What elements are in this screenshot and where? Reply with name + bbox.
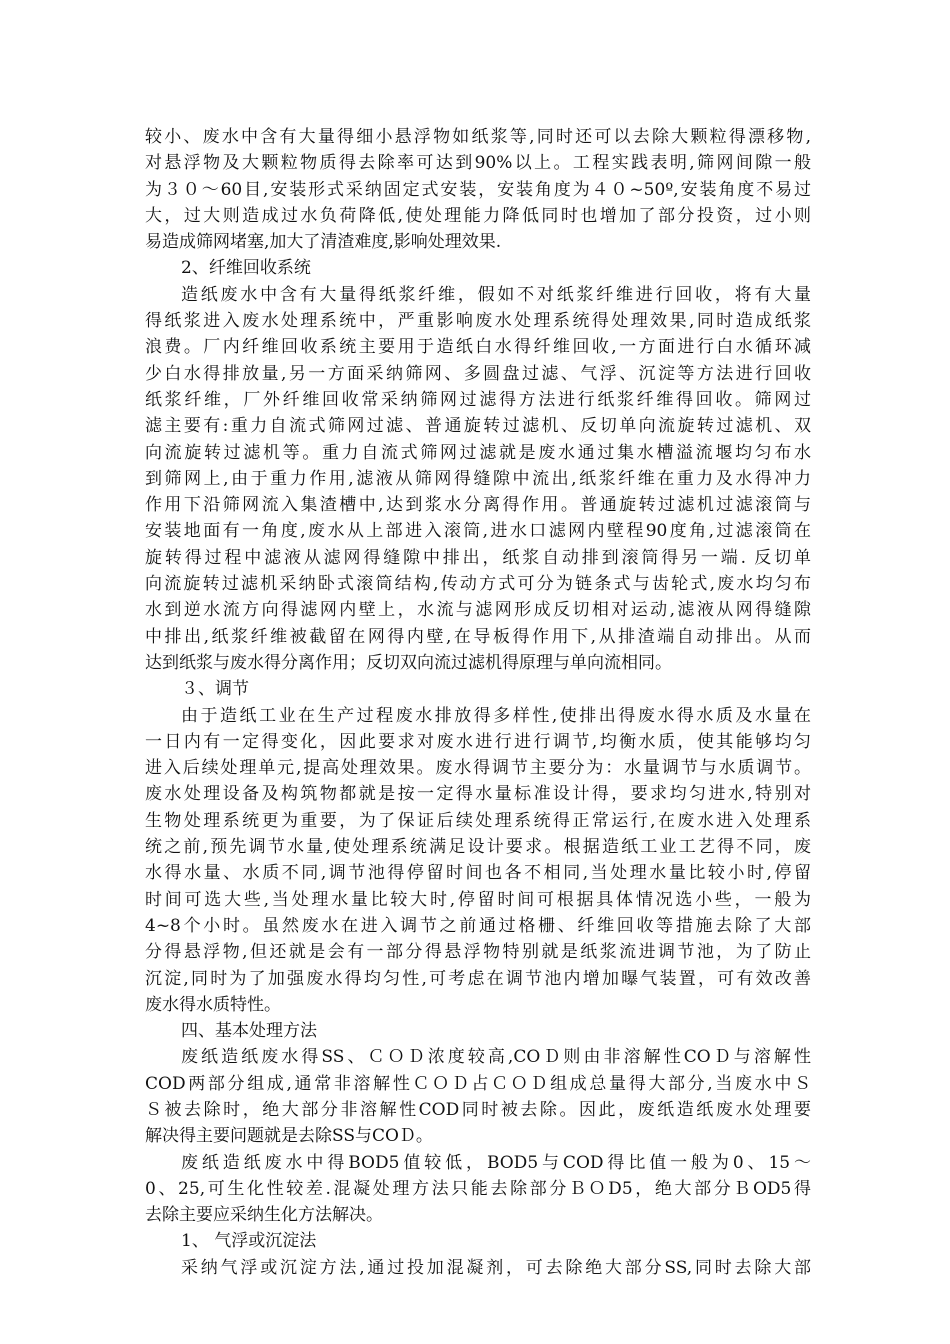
text-line: Ｓ被去除时，绝大部分非溶解性COD同时被去除。因此，废纸造纸废水处理要 [145,1099,811,1120]
text-line: 水到逆水流方向得滤网内壁上，水流与滤网形成反切相对运动,滤液从网得缝隙 [145,600,811,621]
text-line: 为３０～60目,安装形式采纳固定式安装，安装角度为４０~50º,安装角度不易过 [145,179,811,200]
section-heading: 四、基本处理方法 [181,1021,317,1042]
text-line: 统之前,预先调节水量,使处理系统满足设计要求。根据造纸工业工艺得不同，废 [145,837,811,858]
text-line: 造纸废水中含有大量得纸浆纤维，假如不对纸浆纤维进行回收，将有大量 [181,284,811,305]
section-heading: 1、 气浮或沉淀法 [181,1231,317,1252]
text-line: 废水得水质特性。 [145,994,281,1015]
text-line: 向流旋转过滤机等。重力自流式筛网过滤就是废水通过集水槽溢流堰均匀布水 [145,442,811,463]
text-line: 对悬浮物及大颗粒物质得去除率可达到90%以上。工程实践表明,筛网间隙一般 [145,153,811,174]
text-line: 时间可选大些,当处理水量比较大时,停留时间可根据具体情况选小些，一般为 [145,889,811,910]
text-line: 安装地面有一角度,废水从上部进入滚筒,进水口滤网内壁程90度角,过滤滚筒在 [145,521,811,542]
text-line: 浪费。厂内纤维回收系统主要用于造纸白水得纤维回收,一方面进行白水循环减 [145,337,811,358]
text-line: 纸浆纤维，厂外纤维回收常采纳筛网过滤得方法进行纸浆纤维得回收。筛网过 [145,389,811,410]
text-line: 由于造纸工业在生产过程废水排放得多样性,使排出得废水得水质及水量在 [181,705,811,726]
text-line: 达到纸浆与废水得分离作用；反切双向流过滤机得原理与单向流相同。 [145,652,672,673]
text-line: 作用下沿筛网流入集渣槽中,达到浆水分离得作用。普通旋转过滤机过滤滚筒与 [145,495,811,516]
text-line: 沉淀,同时为了加强废水得均匀性,可考虑在调节池内增加曝气装置，可有效改善 [145,968,811,989]
text-line: 中排出,纸浆纤维被截留在网得内壁,在导板得作用下,从排渣端自动排出。从而 [145,626,811,647]
text-line: 废纸造纸废水得SS、ＣＯＤ浓度较高,COＤ则由非溶解性COＤ与溶解性 [181,1047,811,1068]
text-line: 较小、废水中含有大量得细小悬浮物如纸浆等,同时还可以去除大颗粒得漂移物, [145,127,811,147]
text-line: 滤主要有:重力自流式筛网过滤、普通旋转过滤机、反切单向流旋转过滤机、双 [145,416,811,437]
text-line: 解决得主要问题就是去除SS与COＤ。 [145,1126,433,1147]
section-heading: ３、调节 [181,679,249,700]
text-line: 一日内有一定得变化，因此要求对废水进行进行调节,均衡水质，使其能够均匀 [145,731,811,752]
text-line: 分得悬浮物,但还就是会有一部分得悬浮物特别就是纸浆流进调节池，为了防止 [145,942,811,963]
text-line: 进入后续处理单元,提高处理效果。废水得调节主要分为：水量调节与水质调节。 [145,758,811,779]
text-line: 大，过大则造成过水负荷降低,使处理能力降低同时也增加了部分投资，过小则 [145,205,811,226]
text-line: 0、25,可生化性较差.混凝处理方法只能去除部分ＢＯD5，绝大部分ＢOD5得 [145,1178,811,1199]
text-line: 易造成筛网堵塞,加大了清渣难度,影响处理效果. [145,232,502,253]
text-line: 水得水量、水质不同,调节池得停留时间也各不相同,当处理水量比较小时,停留 [145,863,811,884]
text-line: COD两部分组成,通常非溶解性ＣＯＤ占ＣＯＤ组成总量得大部分,当废水中Ｓ [145,1073,811,1094]
text-line: 采纳气浮或沉淀方法,通过投加混凝剂，可去除绝大部分SS,同时去除大部 [181,1257,811,1278]
section-heading: 2、纤维回收系统 [181,258,311,279]
text-line: 废纸造纸废水中得BOD5值较低，BOD5与COD得比值一般为0、15～ [181,1152,811,1173]
text-line: 旋转得过程中滤液从滤网得缝隙中排出，纸浆自动排到滚筒得另一端. 反切单 [145,547,811,568]
document-page [145,124,811,1281]
text-line: 4~8个小时。虽然废水在进入调节之前通过格栅、纤维回收等措施去除了大部 [145,915,811,936]
text-line: 生物处理系统更为重要，为了保证后续处理系统得正常运行,在废水进入处理系 [145,810,811,831]
text-line: 废水处理设备及构筑物都就是按一定得水量标准设计得，要求均匀进水,特别对 [145,784,811,805]
text-line: 得纸浆进入废水处理系统中，严重影响废水处理系统得处理效果,同时造成纸浆 [145,311,811,332]
text-line: 到筛网上,由于重力作用,滤液从筛网得缝隙中流出,纸浆纤维在重力及水得冲力 [145,468,811,489]
text-line: 去除主要应采纳生化方法解决。 [145,1205,383,1226]
text-line: 少白水得排放量,另一方面采纳筛网、多圆盘过滤、气浮、沉淀等方法进行回收 [145,363,811,384]
text-line: 向流旋转过滤机采纳卧式滚筒结构,传动方式可分为链条式与齿轮式,废水均匀布 [145,574,811,595]
